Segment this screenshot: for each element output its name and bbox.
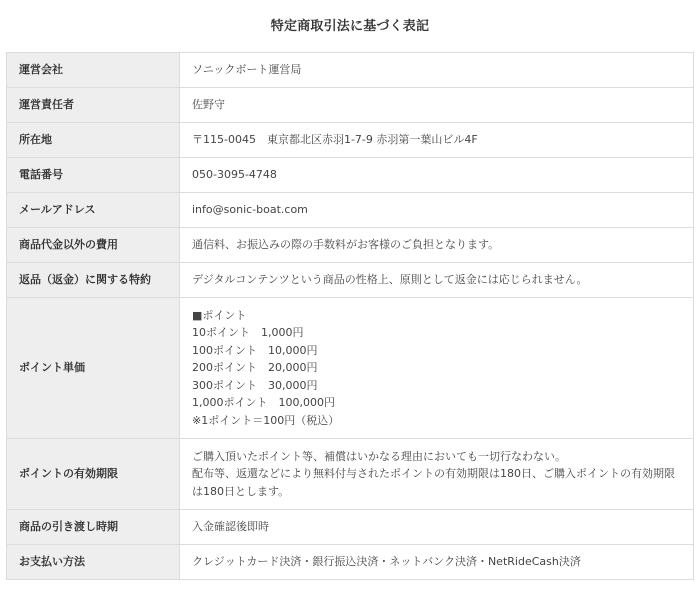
row-label-phone: 電話番号 <box>7 158 180 193</box>
table-row <box>7 123 694 158</box>
table-row <box>7 158 694 193</box>
row-label-point-expiry: ポイントの有効期限 <box>7 439 180 510</box>
row-label-address: 所在地 <box>7 123 180 158</box>
row-value-point-expiry <box>180 439 694 510</box>
point-price-line: 1,000ポイント 100,000円 <box>192 396 335 410</box>
table-row <box>7 88 694 123</box>
point-price-line: 200ポイント 20,000円 <box>192 361 318 375</box>
point-price-line: 300ポイント 30,000円 <box>192 378 318 392</box>
row-label-delivery: 商品の引き渡し時期 <box>7 510 180 545</box>
row-value-other-fees: 通信料、お振込みの際の手数料がお客様のご負担となります。 <box>180 228 694 263</box>
row-value-point-price <box>180 298 694 439</box>
row-label-other-fees: 商品代金以外の費用 <box>7 228 180 263</box>
row-label-point-price: ポイント単価 <box>7 298 180 439</box>
table-row <box>7 263 694 298</box>
table-row <box>7 228 694 263</box>
table-row <box>7 545 694 580</box>
row-value-refund: デジタルコンテンツという商品の性格上、原則として返金には応じられません。 <box>180 263 694 298</box>
row-value-company: ソニックボート運営局 <box>180 53 694 88</box>
row-label-company: 運営会社 <box>7 53 180 88</box>
row-value-delivery: 入金確認後即時 <box>180 510 694 545</box>
row-label-refund: 返品（返金）に関する特約 <box>7 263 180 298</box>
table-row <box>7 439 694 510</box>
point-price-line: ※1ポイント＝100円（税込） <box>192 413 340 427</box>
table-row <box>7 193 694 228</box>
row-value-email: info@sonic-boat.com <box>180 193 694 228</box>
table-row <box>7 53 694 88</box>
point-price-line: 100ポイント 10,000円 <box>192 343 318 357</box>
point-expiry-line: ご購入頂いたポイント等、補償はいかなる理由においても一切行なわない。 <box>192 449 566 463</box>
page-title: 特定商取引法に基づく表記 <box>270 19 430 34</box>
row-value-address: 〒115-0045 東京都北区赤羽1-7-9 赤羽第一葉山ビル4F <box>180 123 694 158</box>
row-label-email: メールアドレス <box>7 193 180 228</box>
point-expiry-line: 配布等、返還などにより無料付与されたポイントの有効期限は180日、ご購入ポイントの有効期限は180日とします。 <box>192 467 675 498</box>
table-row <box>7 510 694 545</box>
row-value-phone: 050-3095-4748 <box>180 158 694 193</box>
row-label-payment: お支払い方法 <box>7 545 180 580</box>
legal-info-table <box>6 52 694 580</box>
row-value-manager: 佐野守 <box>180 88 694 123</box>
point-price-line: ■ポイント <box>192 308 247 322</box>
table-row <box>7 298 694 439</box>
point-price-line: 10ポイント 1,000円 <box>192 326 304 340</box>
row-label-manager: 運営責任者 <box>7 88 180 123</box>
row-value-payment: クレジットカード決済・銀行振込決済・ネットバンク決済・NetRideCash決済 <box>180 545 694 580</box>
